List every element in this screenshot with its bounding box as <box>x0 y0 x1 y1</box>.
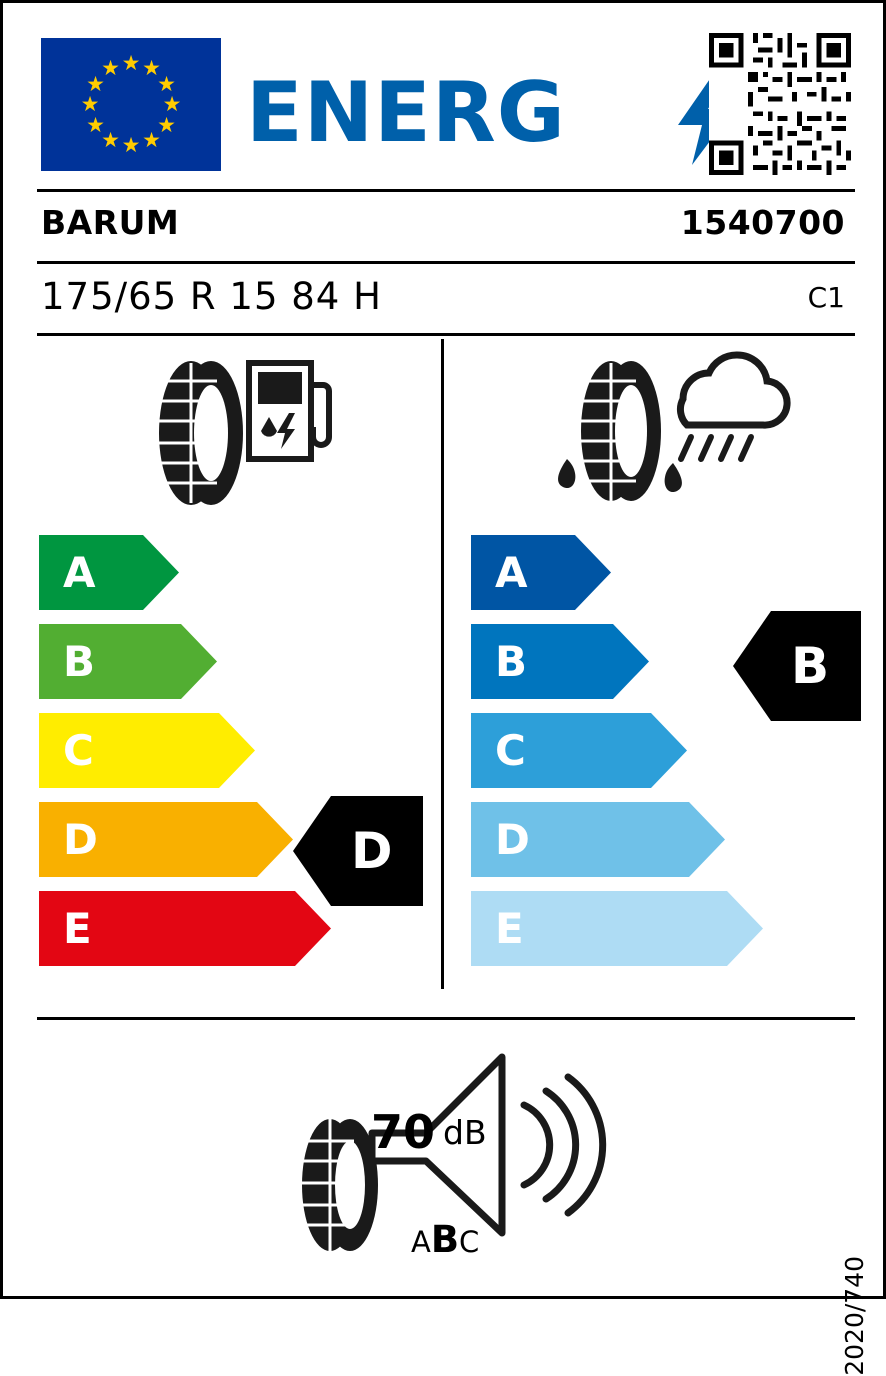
divider-top <box>37 189 855 192</box>
noise-class-b: B <box>430 1218 460 1261</box>
wet-grade-row <box>471 624 763 699</box>
label-header <box>41 33 851 173</box>
eu-star-icon: ★ <box>142 56 161 81</box>
qr-code-icon <box>709 33 851 175</box>
fuel-pump-icon <box>249 363 329 459</box>
fuel-efficiency-selected-wrap <box>293 796 423 906</box>
wet-grip-pictogram <box>531 351 791 521</box>
eu-star-icon: ★ <box>157 112 176 137</box>
fuel-grade-row <box>39 891 331 966</box>
wet-grip-selected-letter: B <box>791 637 830 695</box>
eu-star-icon: ★ <box>142 127 161 152</box>
wet-grade-row <box>471 535 763 610</box>
wet-grade-letter: A <box>495 547 528 597</box>
wet-grip-scale <box>471 535 763 980</box>
fuel-grade-row <box>39 535 331 610</box>
divider-brand <box>37 261 855 264</box>
brand-name: BARUM <box>41 203 180 242</box>
tire-icon <box>580 361 661 501</box>
noise-class-scale <box>411 1218 480 1261</box>
eu-star-icon: ★ <box>101 56 120 81</box>
divider-size <box>37 333 855 336</box>
noise-unit: dB <box>443 1113 487 1152</box>
wet-grade-a <box>471 535 611 610</box>
noise-class-a: A <box>411 1225 431 1259</box>
fuel-grade-letter: B <box>63 636 96 686</box>
wet-grade-letter: D <box>495 814 530 864</box>
fuel-efficiency-selected-letter: D <box>351 822 393 880</box>
eu-star-icon: ★ <box>80 92 100 116</box>
wet-grade-row <box>471 891 763 966</box>
noise-value: 70 <box>371 1105 436 1159</box>
fuel-grade-letter: E <box>63 903 92 953</box>
fuel-grade-row <box>39 802 331 877</box>
fuel-grade-letter: A <box>63 547 96 597</box>
energy-wordmark: ENERG <box>246 64 566 161</box>
column-divider <box>441 339 444 989</box>
eu-star-icon: ★ <box>121 133 141 157</box>
eu-star-icon: ★ <box>162 92 182 116</box>
eu-star-icon: ★ <box>86 71 105 96</box>
sku-number: 1540700 <box>680 203 845 242</box>
wet-grade-letter: B <box>495 636 528 686</box>
tire-icon <box>302 1119 378 1251</box>
regulation-reference: 2020/740 <box>840 1256 869 1376</box>
fuel-drop-icon <box>261 413 295 449</box>
tire-class: C1 <box>807 281 845 314</box>
tire-icon <box>159 361 243 505</box>
rain-cloud-icon <box>680 355 787 459</box>
fuel-grade-row <box>39 713 331 788</box>
fuel-grade-row <box>39 624 331 699</box>
wet-grip-selected-wrap <box>733 611 861 721</box>
eu-star-icon: ★ <box>121 51 141 75</box>
noise-class-c: C <box>459 1225 480 1259</box>
eu-star-icon: ★ <box>157 71 176 96</box>
tire-size: 175/65 R 15 84 H <box>41 275 382 318</box>
fuel-grade-letter: C <box>63 725 94 775</box>
eu-flag-icon <box>41 38 221 171</box>
wet-grade-row <box>471 713 763 788</box>
wet-grade-row <box>471 802 763 877</box>
eu-star-icon: ★ <box>86 112 105 137</box>
fuel-grade-letter: D <box>63 814 98 864</box>
fuel-grade-a <box>39 535 179 610</box>
divider-noise <box>37 1017 855 1020</box>
wet-grade-letter: E <box>495 903 524 953</box>
wet-grade-letter: C <box>495 725 526 775</box>
fuel-efficiency-pictogram <box>123 351 333 516</box>
fuel-efficiency-scale <box>39 535 331 980</box>
eu-star-icon: ★ <box>101 127 120 152</box>
